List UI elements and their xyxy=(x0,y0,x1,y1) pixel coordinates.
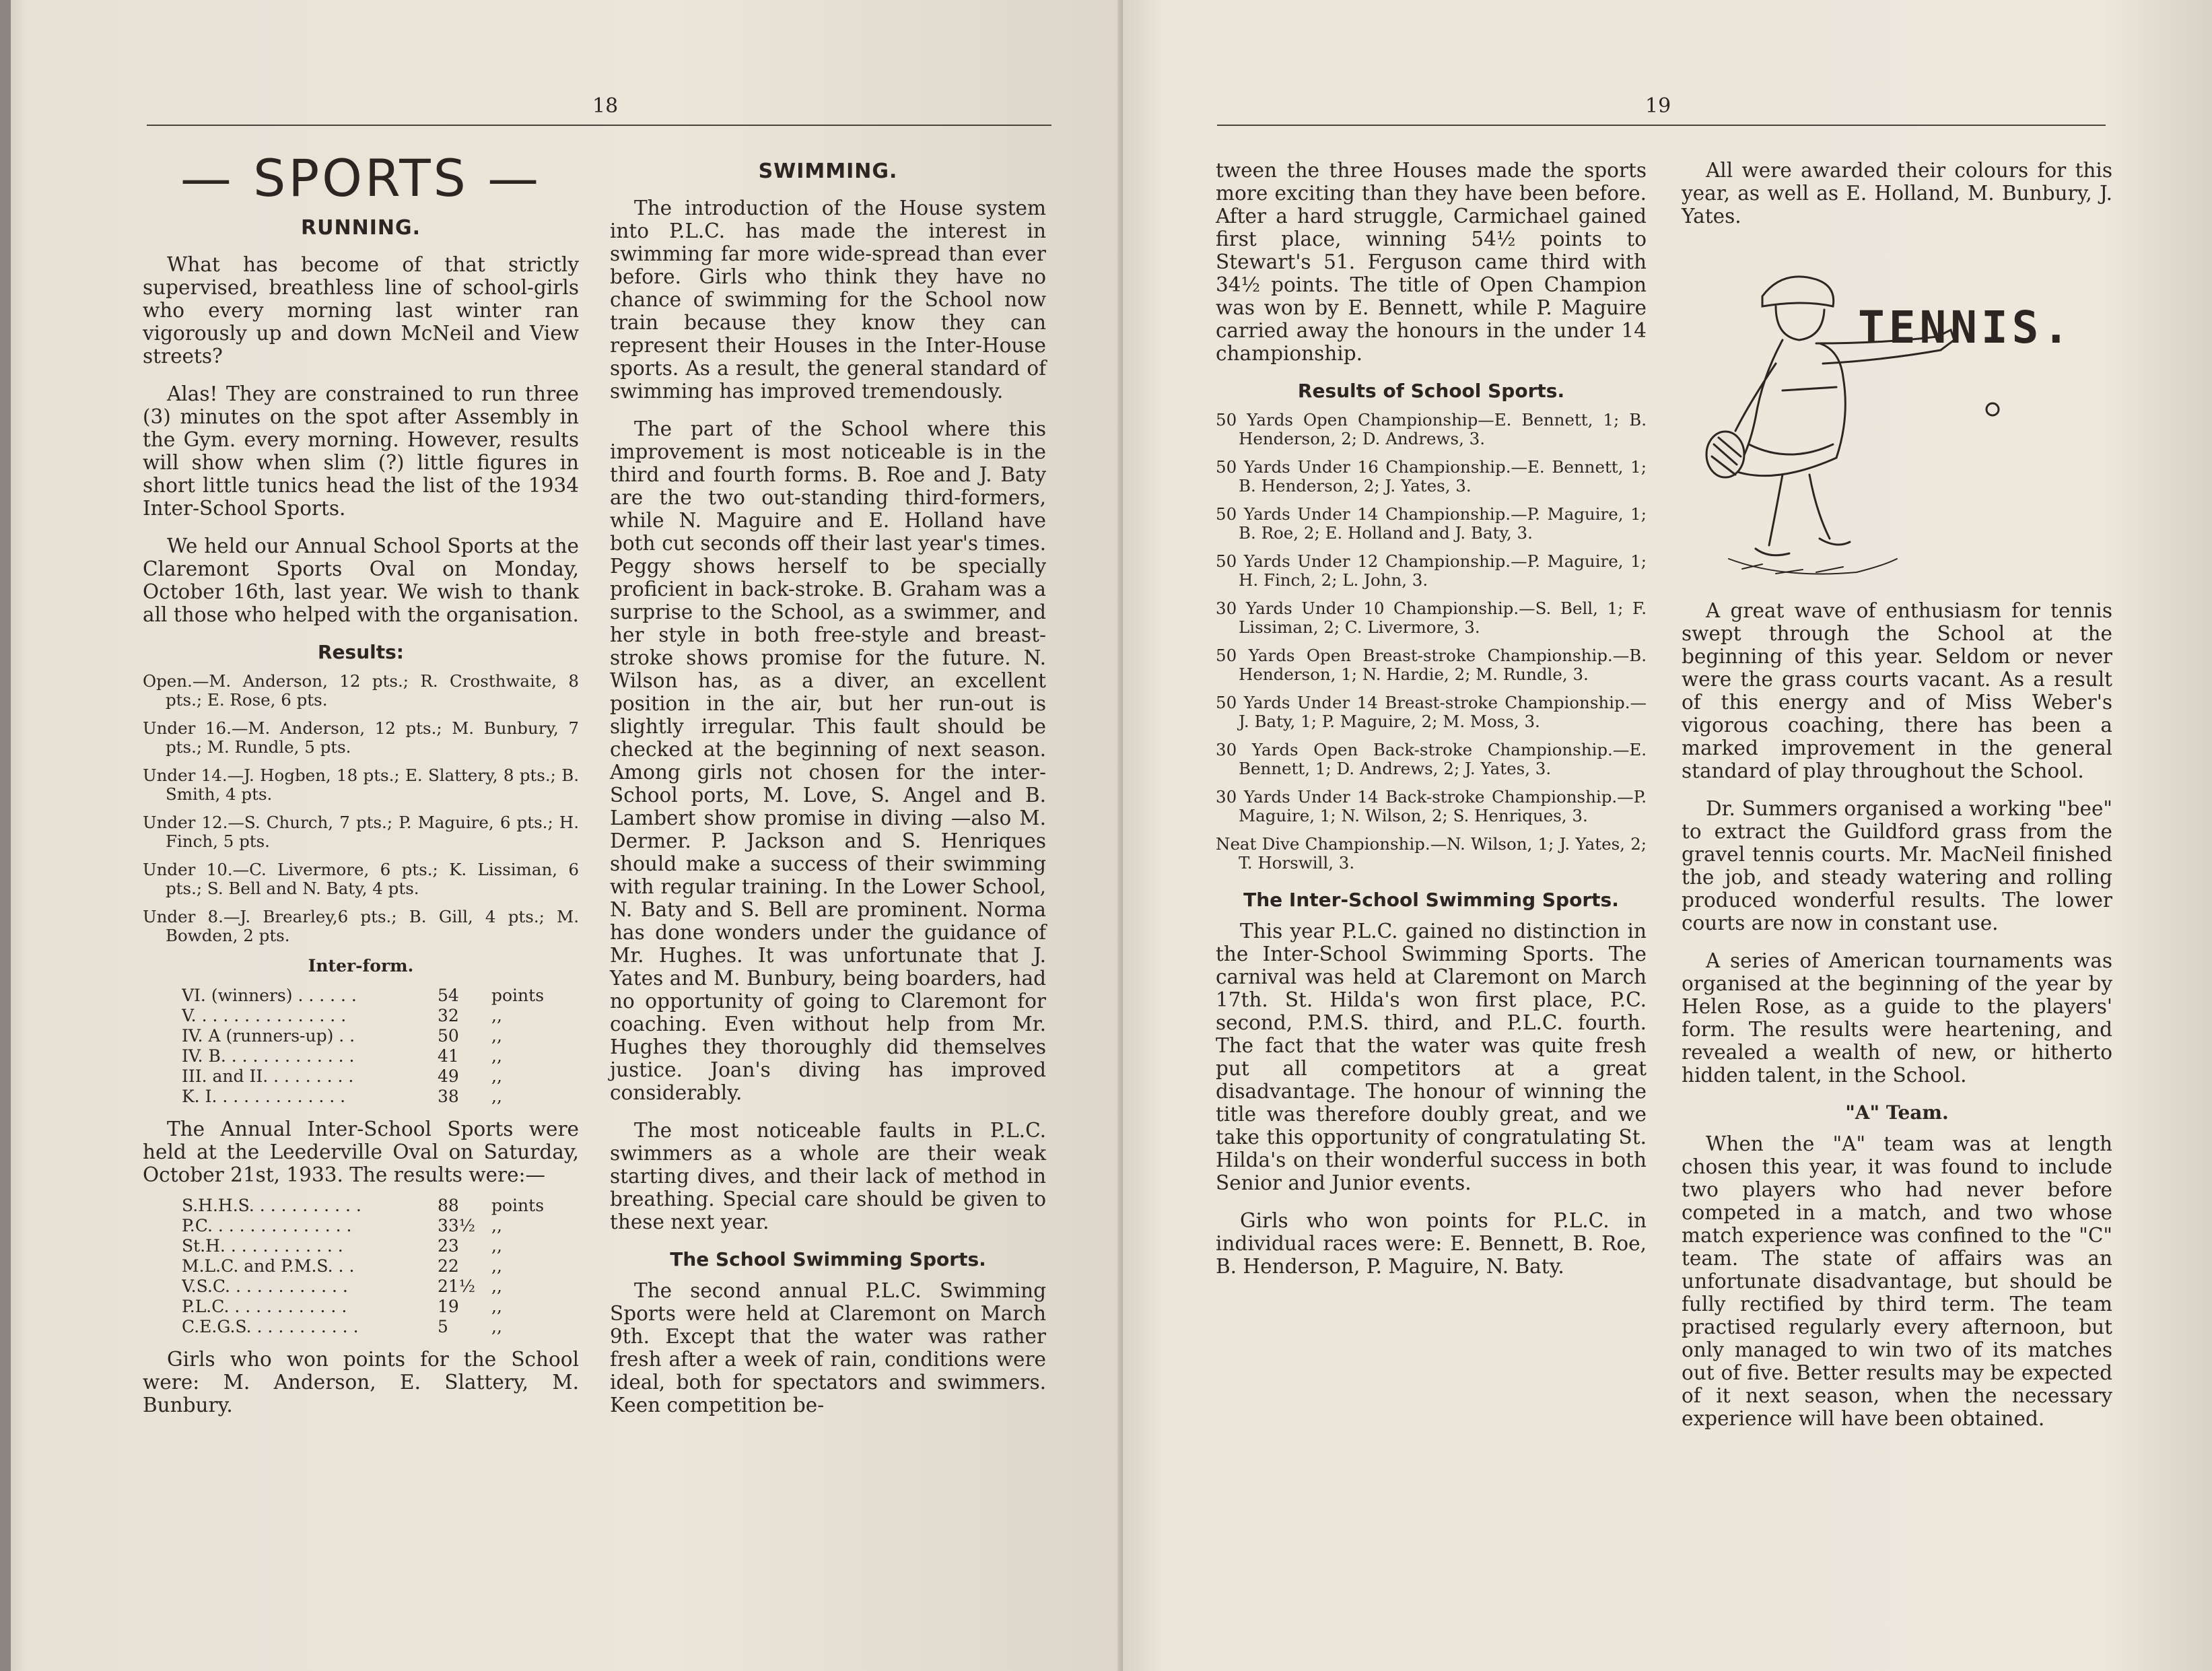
tennis-player-drawing xyxy=(1682,242,2112,592)
result-item: Neat Dive Championship.—N. Wilson, 1; J. Yates, 2; T. Horswill, 3. xyxy=(1216,834,1647,873)
row-unit: ,, xyxy=(491,1046,502,1066)
row-value: 54 xyxy=(438,986,459,1005)
swimming-column xyxy=(610,155,1046,1431)
result-item: Under 16.—M. Anderson, 12 pts.; M. Bunbury, 7 pts.; M. Rundle, 5 pts. xyxy=(143,718,579,757)
row-value: 23 xyxy=(438,1236,459,1256)
school-results-heading: Results of School Sports. xyxy=(1297,380,1565,402)
row-value: 50 xyxy=(438,1026,459,1046)
result-item: Under 12.—S. Church, 7 pts.; P. Maguire, 6 pts.; H. Finch, 5 pts. xyxy=(143,813,579,851)
row-unit: ,, xyxy=(491,1236,502,1256)
row-label: P.C. . . . . . . . . . . . . . xyxy=(182,1216,352,1235)
paragraph: Dr. Summers organised a working "bee" to extract the Guildford grass from the gravel tennis courts. Mr. MacNeil finished the job, and steady watering and rolling produced wonderful results. The lower courts are now in constant use. xyxy=(1682,797,2112,934)
result-item: 30 Yards Open Back-stroke Championship.—E. Bennett, 1; D. Andrews, 2; J. Yates, 3. xyxy=(1216,740,1647,778)
result-item: 30 Yards Under 10 Championship.—S. Bell, 1; F. Lissiman, 2; C. Livermore, 3. xyxy=(1216,599,1647,637)
result-item: 50 Yards Under 12 Championship.—P. Maguire, 1; H. Finch, 2; L. John, 3. xyxy=(1216,551,1647,590)
results-column xyxy=(1216,159,1647,1293)
page-number: 19 xyxy=(1645,94,1671,118)
row-unit: points xyxy=(491,1196,545,1215)
paragraph: Girls who won points for the School were: M. Anderson, E. Slattery, M. Bunbury. xyxy=(143,1348,579,1417)
paragraph: Alas! They are constrained to run three (3) minutes on the spot after Assembly in the Gym. every morning. However, results will show when slim (?) little figures in short little tunics head the list of the 1934 Inter-School Sports. xyxy=(143,382,579,520)
paragraph: The Annual Inter-School Sports were held at the Leederville Oval on Saturday, October 21st, 1933. The results were:— xyxy=(143,1118,579,1186)
tennis-column xyxy=(1682,159,2112,1445)
row-label: S.H.H.S. . . . . . . . . . . xyxy=(182,1196,361,1215)
table-row xyxy=(182,1046,579,1066)
table-row xyxy=(182,1196,579,1216)
row-label: IV. A (runners-up) . . xyxy=(182,1026,355,1046)
paragraph: All were awarded their colours for this year, as well as E. Holland, M. Bunbury, J. Yates. xyxy=(1682,159,2112,228)
row-unit: ,, xyxy=(491,1297,502,1316)
swimming-heading: SWIMMING. xyxy=(758,160,898,183)
school-swimming-heading: The School Swimming Sports. xyxy=(670,1248,986,1270)
header-rule xyxy=(147,125,1051,126)
row-value: 21½ xyxy=(438,1276,476,1296)
tennis-ball-icon xyxy=(1986,403,1999,415)
interform-heading: Inter-form. xyxy=(308,956,414,976)
result-item: 50 Yards Open Championship—E. Bennett, 1; B. Henderson, 2; D. Andrews, 3. xyxy=(1216,410,1647,448)
result-item: 30 Yards Under 14 Back-stroke Championship.—P. Maguire, 1; N. Wilson, 2; S. Henriques, 3. xyxy=(1216,787,1647,825)
result-item: Under 14.—J. Hogben, 18 pts.; E. Slattery, 8 pts.; B. Smith, 4 pts. xyxy=(143,765,579,804)
row-unit: ,, xyxy=(491,1087,502,1106)
tennis-illustration xyxy=(1682,242,2112,592)
row-label: IV. B. . . . . . . . . . . . . xyxy=(182,1046,355,1066)
table-row xyxy=(182,986,579,1006)
page-number: 18 xyxy=(592,94,619,118)
page-title: — SPORTS — xyxy=(180,148,542,208)
row-label: C.E.G.S. . . . . . . . . . . xyxy=(182,1317,359,1336)
right-page xyxy=(1123,0,2212,1671)
result-item: 50 Yards Open Breast-stroke Championship.—B. Henderson, 1; N. Hardie, 2; M. Rundle, 3. xyxy=(1216,646,1647,684)
paragraph: What has become of that strictly supervised, breathless line of school-girls who every morning last winter ran vigorously up and down McNeil and View streets? xyxy=(143,253,579,368)
interform-table xyxy=(182,986,579,1107)
result-item: 50 Yards Under 14 Championship.—P. Maguire, 1; B. Roe, 2; E. Holland and J. Baty, 3. xyxy=(1216,504,1647,543)
tennis-title: TENNIS. xyxy=(1858,302,2074,353)
table-row xyxy=(182,1236,579,1256)
paragraph: A great wave of enthusiasm for tennis swept through the School at the beginning of this year. Seldom or never were the grass courts vacant. As a result of this energy and of Miss Weber's vigorous coaching, there has been a marked improvement in the general standard of play throughout the School. xyxy=(1682,599,2112,782)
a-team-heading: "A" Team. xyxy=(1845,1101,1949,1124)
paragraph: When the "A" team was at length chosen this year, it was found to include two players who had never before competed in a match, and two whose match experience was confined to the "C" team. The state of affairs was an unfortunate disadvantage, but should be fully rectified by third term. The team practised regularly every afternoon, but only managed to win two of its matches out of five. Better results may be expected of it next season, when the necessary experience will have been obtained. xyxy=(1682,1132,2112,1430)
table-row xyxy=(182,1256,579,1276)
row-value: 33½ xyxy=(438,1216,476,1235)
paragraph: We held our Annual School Sports at the Claremont Sports Oval on Monday, October 16th, last year. We wish to thank all those who helped with the organisation. xyxy=(143,535,579,626)
results-heading: Results: xyxy=(318,641,404,663)
row-label: V. . . . . . . . . . . . . . . xyxy=(182,1006,347,1025)
page-edge xyxy=(0,0,11,1671)
row-label: K. I. . . . . . . . . . . . . xyxy=(182,1087,346,1106)
row-value: 49 xyxy=(438,1066,459,1086)
row-value: 5 xyxy=(438,1317,448,1336)
row-unit: ,, xyxy=(491,1216,502,1235)
result-item: Open.—M. Anderson, 12 pts.; R. Crosthwaite, 8 pts.; E. Rose, 6 pts. xyxy=(143,671,579,710)
row-label: M.L.C. and P.M.S. . . xyxy=(182,1256,355,1276)
table-row xyxy=(182,1317,579,1337)
row-unit: ,, xyxy=(491,1276,502,1296)
row-label: VI. (winners) . . . . . . xyxy=(182,986,357,1005)
result-item: 50 Yards Under 14 Breast-stroke Championship.—J. Baty, 1; P. Maguire, 2; M. Moss, 3. xyxy=(1216,693,1647,731)
table-row xyxy=(182,1026,579,1046)
row-label: V.S.C. . . . . . . . . . . . xyxy=(182,1276,348,1296)
result-item: Under 10.—C. Livermore, 6 pts.; K. Lissiman, 6 pts.; S. Bell and N. Baty, 4 pts. xyxy=(143,860,579,898)
result-item: Under 8.—J. Brearley,6 pts.; B. Gill, 4 pts.; M. Bowden, 2 pts. xyxy=(143,907,579,945)
row-unit: points xyxy=(491,986,545,1005)
row-value: 88 xyxy=(438,1196,459,1215)
results-list xyxy=(143,672,579,945)
row-unit: ,, xyxy=(491,1026,502,1046)
row-value: 38 xyxy=(438,1087,459,1106)
row-unit: ,, xyxy=(491,1066,502,1086)
row-unit: ,, xyxy=(491,1317,502,1336)
swimming-results-list xyxy=(1216,411,1647,873)
table-row xyxy=(182,1066,579,1087)
row-value: 41 xyxy=(438,1046,459,1066)
paragraph: The second annual P.L.C. Swimming Sports were held at Claremont on March 9th. Except that the water was rather fresh after a week of rain, conditions were ideal, both for spectators and swimmers. Keen competition be- xyxy=(610,1279,1046,1417)
row-label: P.L.C. . . . . . . . . . . . xyxy=(182,1297,347,1316)
paragraph: The most noticeable faults in P.L.C. swimmers as a whole are their weak starting dives, and their lack of method in breathing. Special care should be given to these next year. xyxy=(610,1119,1046,1233)
paragraph: Girls who won points for P.L.C. in individual races were: E. Bennett, B. Roe, B. Henderson, P. Maguire, N. Baty. xyxy=(1216,1209,1647,1278)
row-value: 22 xyxy=(438,1256,459,1276)
paragraph: This year P.L.C. gained no distinction in the Inter-School Swimming Sports. The carnival was held at Claremont on March 17th. St. Hilda's won first place, P.C. second, P.M.S. third, and P.L.C. fourth. The fact that the water was quite fresh put all competitors at a great disadvantage. The honour of winning the title was therefore doubly great, and we take this opportunity of congratulating St. Hilda's on their wonderful success in both Senior and Junior events. xyxy=(1216,920,1647,1194)
table-row xyxy=(182,1216,579,1236)
row-value: 32 xyxy=(438,1006,459,1025)
row-value: 19 xyxy=(438,1297,459,1316)
paragraph: The part of the School where this improvement is most noticeable is in the third and fourth forms. B. Roe and J. Baty are the two out-standing third-formers, while N. Maguire and E. Holland have both cut seconds off their last year's times. Peggy shows herself to be specially proficient in back-stroke. B. Graham was a surprise to the School, as a swimmer, and her style in both free-style and breast-stroke shows promise for the future. N. Wilson has, as a diver, an excellent position in the air, but her run-out is slightly irregular. This fault should be checked at the beginning of next season. Among girls not chosen for the inter-School ports, M. Love, S. Angel and B. Lambert show promise in diving —also M. Dermer. P. Jackson and S. Henriques should make a success of their swimming with regular training. In the Lower School, N. Baty and S. Bell are prominent. Norma has done wonders under the guidance of Mr. Hughes. It was unfortunate that J. Yates and M. Bunbury, being boarders, had no opportunity of going to Claremont for coaching. Even without help from Mr. Hughes they thoroughly did themselves justice. Joan's diving has improved considerably. xyxy=(610,417,1046,1104)
interschool-table xyxy=(182,1196,579,1337)
table-row xyxy=(182,1276,579,1297)
interschool-swimming-heading: The Inter-School Swimming Sports. xyxy=(1243,889,1619,911)
row-label: St.H. . . . . . . . . . . . xyxy=(182,1236,343,1256)
row-unit: ,, xyxy=(491,1006,502,1025)
row-unit: ,, xyxy=(491,1256,502,1276)
paragraph: A series of American tournaments was organised at the beginning of the year by Helen Rose, as a guide to the players' form. The results were heartening, and revealed a wealth of new, or hitherto hidden talent, in the School. xyxy=(1682,949,2112,1087)
running-heading: RUNNING. xyxy=(301,216,421,240)
result-item: 50 Yards Under 16 Championship.—E. Bennett, 1; B. Henderson, 2; J. Yates, 3. xyxy=(1216,457,1647,496)
table-row xyxy=(182,1006,579,1026)
header-rule xyxy=(1217,125,2106,126)
table-row xyxy=(182,1087,579,1107)
paragraph: tween the three Houses made the sports more exciting than they have been before. After a hard struggle, Carmichael gained first place, winning 54½ points to Stewart's 51. Ferguson came third with 34½ points. The title of Open Champion was won by E. Bennett, while P. Maguire carried away the honours in the under 14 championship. xyxy=(1216,159,1647,365)
running-column xyxy=(143,148,579,1431)
paragraph: The introduction of the House system into P.L.C. has made the interest in swimming far more wide-spread than ever before. Girls who think they have no chance of swimming for the School now train because they know they can represent their Houses in the Inter-House sports. As a result, the general standard of swimming has improved tremendously. xyxy=(610,197,1046,403)
table-row xyxy=(182,1297,579,1317)
row-label: III. and II. . . . . . . . . xyxy=(182,1066,354,1086)
